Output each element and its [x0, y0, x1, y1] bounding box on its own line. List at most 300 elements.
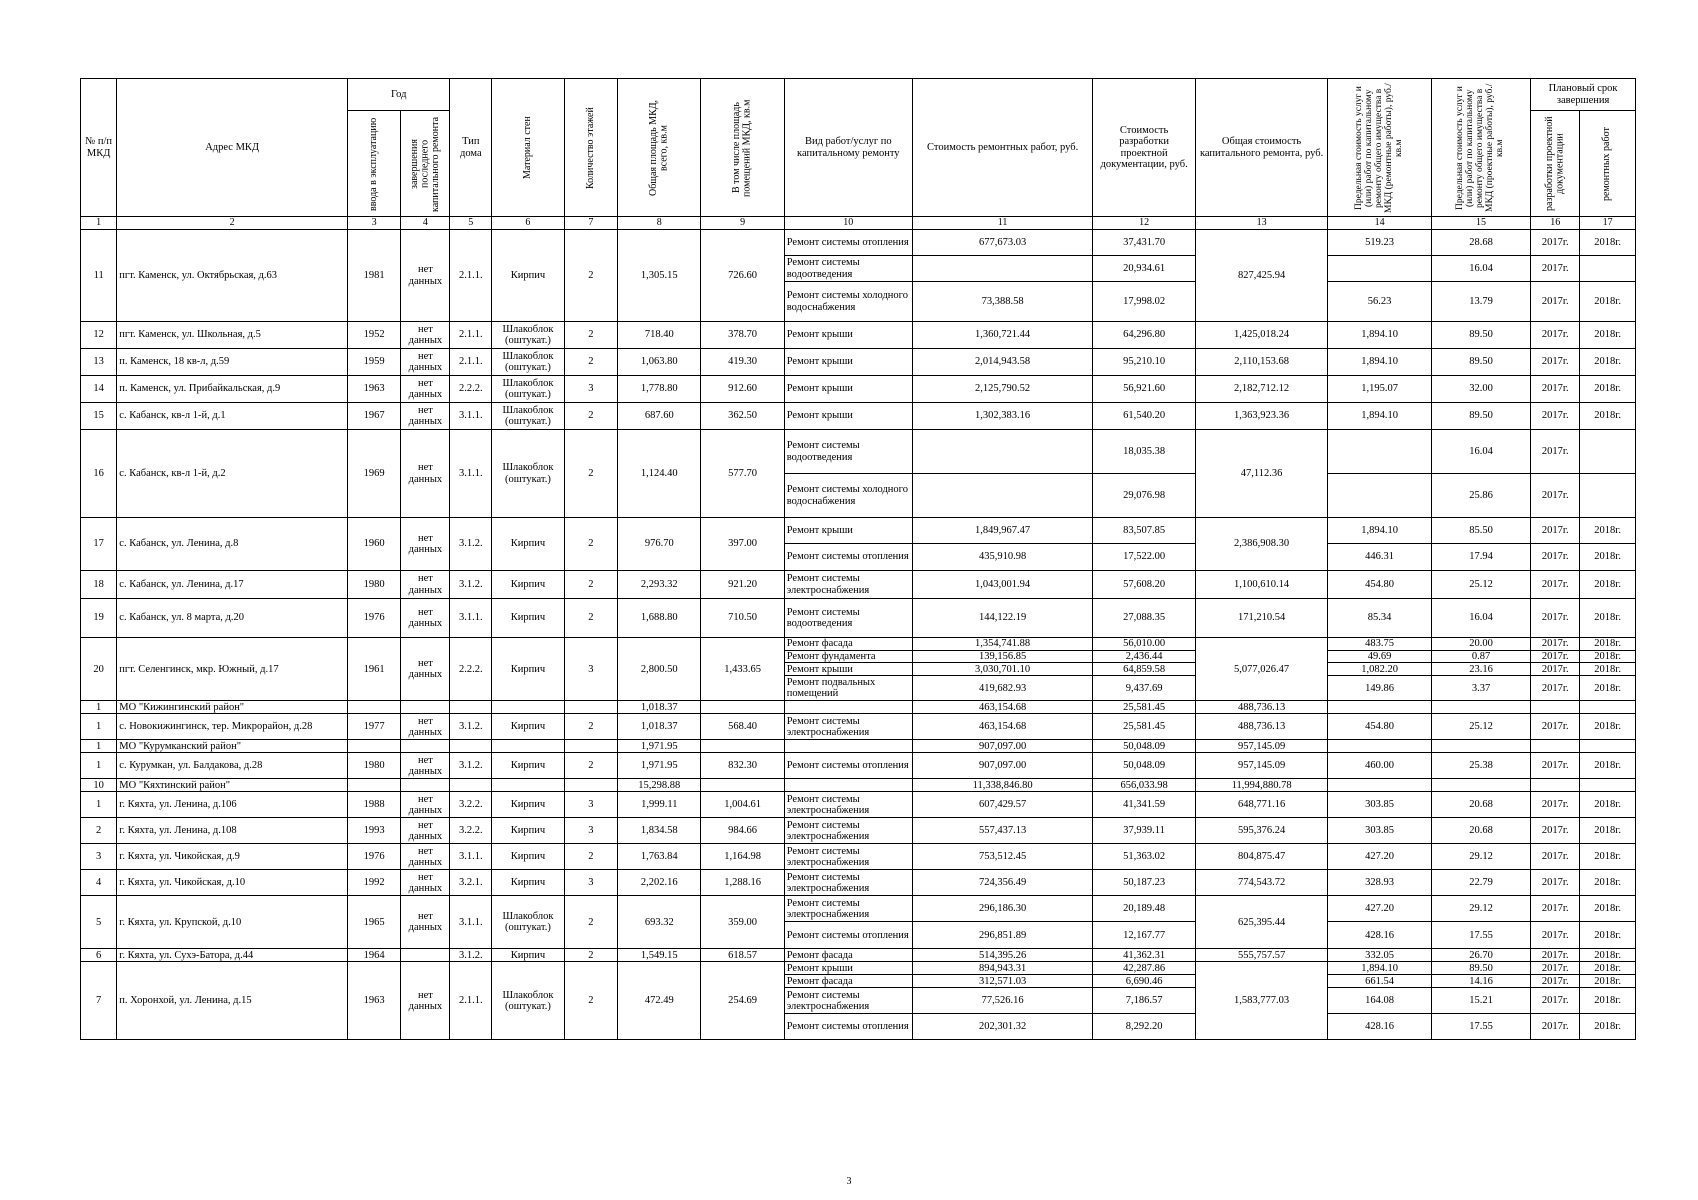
header-commission-year: ввода в эксплуатацию: [347, 111, 400, 217]
table-row: [81, 753, 1636, 779]
commission-year: 1969: [347, 430, 400, 518]
district-repair-cost: 11,338,846.80: [912, 779, 1092, 792]
floors: 2: [564, 322, 617, 349]
total-cost: 957,145.09: [1195, 753, 1327, 779]
deadline-project: 2017г.: [1531, 322, 1580, 349]
work-type: Ремонт фасада: [784, 975, 912, 988]
house-type: 3.1.2.: [450, 753, 492, 779]
house-type: 3.1.2.: [450, 714, 492, 740]
header-deadline-project: разработки проектной документации: [1531, 111, 1580, 217]
limit-repair: 428.16: [1328, 1014, 1432, 1040]
header-limit-repair: Предельная стоимость услуг и (или) работ по капитальному ремонту общего имущества в МКД (ремонтные работы), руб./кв.м: [1328, 79, 1432, 217]
limit-project: 25.12: [1431, 714, 1530, 740]
deadline-project: 2017г.: [1531, 1014, 1580, 1040]
work-type: Ремонт системы отопления: [784, 544, 912, 571]
last-repair: нет данных: [401, 753, 450, 779]
project-cost: 83,507.85: [1093, 518, 1196, 544]
last-repair: нет данных: [401, 599, 450, 638]
header-work-type: Вид работ/услуг по капитальному ремонту: [784, 79, 912, 217]
deadline-repair: 2018г.: [1580, 230, 1636, 256]
repair-cost: 1,360,721.44: [912, 322, 1092, 349]
project-cost: 8,292.20: [1093, 1014, 1196, 1040]
limit-project: 13.79: [1431, 282, 1530, 322]
total-area: 976.70: [618, 518, 701, 571]
project-cost: 27,088.35: [1093, 599, 1196, 638]
limit-project: 89.50: [1431, 403, 1530, 430]
last-repair: нет данных: [401, 962, 450, 1040]
table-row: [81, 896, 1636, 922]
project-cost: 9,437.69: [1093, 676, 1196, 701]
limit-repair: 332.05: [1328, 949, 1432, 962]
house-type: 2.1.1.: [450, 230, 492, 322]
repair-cost: 296,186.30: [912, 896, 1092, 922]
table-row: [81, 714, 1636, 740]
commission-year: 1992: [347, 870, 400, 896]
repair-cost: 73,388.58: [912, 282, 1092, 322]
premises-area: 618.57: [701, 949, 784, 962]
commission-year: 1988: [347, 792, 400, 818]
limit-repair: 149.86: [1328, 676, 1432, 701]
work-type: Ремонт системы электроснабжения: [784, 896, 912, 922]
limit-project: 23.16: [1431, 663, 1530, 676]
header-house-type: Тип дома: [450, 79, 492, 217]
work-type: Ремонт подвальных помещений: [784, 676, 912, 701]
row-number: 7: [81, 962, 117, 1040]
floors: 3: [564, 638, 617, 701]
limit-project: 16.04: [1431, 430, 1530, 474]
total-cost: 47,112.36: [1195, 430, 1327, 518]
floors: 2: [564, 230, 617, 322]
work-type: Ремонт фасада: [784, 638, 912, 651]
row-number: 16: [81, 430, 117, 518]
project-cost: 18,035.38: [1093, 430, 1196, 474]
row-number: 1: [81, 792, 117, 818]
table-row: [81, 571, 1636, 599]
deadline-project: 2017г.: [1531, 676, 1580, 701]
colnum: 2: [117, 217, 348, 230]
project-cost: 29,076.98: [1093, 474, 1196, 518]
premises-area: 1,288.16: [701, 870, 784, 896]
colnum: 1: [81, 217, 117, 230]
commission-year: 1960: [347, 518, 400, 571]
repair-cost: 139,156.85: [912, 651, 1092, 663]
header-address: Адрес МКД: [117, 79, 348, 217]
district-repair-cost: 907,097.00: [912, 740, 1092, 753]
total-cost: 2,110,153.68: [1195, 349, 1327, 376]
page-number: 3: [846, 1176, 852, 1187]
table-row: [81, 349, 1636, 376]
total-cost: 1,425,018.24: [1195, 322, 1327, 349]
total-cost: 1,100,610.14: [1195, 571, 1327, 599]
work-type: Ремонт крыши: [784, 663, 912, 676]
repair-cost: 2,125,790.52: [912, 376, 1092, 403]
premises-area: 577.70: [701, 430, 784, 518]
commission-year: 1980: [347, 571, 400, 599]
limit-repair: 1,894.10: [1328, 349, 1432, 376]
floors: 2: [564, 949, 617, 962]
limit-project: 89.50: [1431, 962, 1530, 975]
last-repair: нет данных: [401, 818, 450, 844]
total-cost: 827,425.94: [1195, 230, 1327, 322]
wall-material: Шлакоблок (оштукат.): [492, 430, 565, 518]
limit-repair: [1328, 474, 1432, 518]
work-type: Ремонт фасада: [784, 949, 912, 962]
work-type: Ремонт системы отопления: [784, 922, 912, 949]
deadline-repair: 2018г.: [1580, 638, 1636, 651]
limit-project: 16.04: [1431, 256, 1530, 282]
deadline-project: 2017г.: [1531, 962, 1580, 975]
colnum: 8: [618, 217, 701, 230]
repair-cost: [912, 256, 1092, 282]
commission-year: 1981: [347, 230, 400, 322]
address: с. Курумкан, ул. Балдакова, д.28: [117, 753, 348, 779]
deadline-repair: 2018г.: [1580, 282, 1636, 322]
colnum: 4: [401, 217, 450, 230]
repair-cost: 419,682.93: [912, 676, 1092, 701]
work-type: Ремонт системы электроснабжения: [784, 870, 912, 896]
deadline-repair: 2018г.: [1580, 663, 1636, 676]
limit-project: 20.00: [1431, 638, 1530, 651]
colnum: 7: [564, 217, 617, 230]
commission-year: 1959: [347, 349, 400, 376]
premises-area: 419.30: [701, 349, 784, 376]
wall-material: Кирпич: [492, 792, 565, 818]
work-type: Ремонт крыши: [784, 518, 912, 544]
limit-repair: 164.08: [1328, 988, 1432, 1014]
deadline-repair: 2018г.: [1580, 896, 1636, 922]
table-row: [81, 870, 1636, 896]
colnum: 15: [1431, 217, 1530, 230]
row-number: 12: [81, 322, 117, 349]
address: г. Кяхта, ул. Чикойская, д.9: [117, 844, 348, 870]
limit-project: 15.21: [1431, 988, 1530, 1014]
floors: 2: [564, 753, 617, 779]
address: с. Кабанск, ул. Ленина, д.17: [117, 571, 348, 599]
colnum: 6: [492, 217, 565, 230]
deadline-project: 2017г.: [1531, 922, 1580, 949]
deadline-project: 2017г.: [1531, 230, 1580, 256]
table-row: [81, 376, 1636, 403]
last-repair: нет данных: [401, 844, 450, 870]
row-number: 19: [81, 599, 117, 638]
table-row: [81, 818, 1636, 844]
total-cost: 648,771.16: [1195, 792, 1327, 818]
colnum: 9: [701, 217, 784, 230]
deadline-repair: 2018г.: [1580, 949, 1636, 962]
deadline-project: 2017г.: [1531, 988, 1580, 1014]
limit-repair: 56.23: [1328, 282, 1432, 322]
work-type: Ремонт системы электроснабжения: [784, 714, 912, 740]
district-area: 1,018.37: [618, 701, 701, 714]
premises-area: 726.60: [701, 230, 784, 322]
limit-repair: 427.20: [1328, 896, 1432, 922]
commission-year: 1963: [347, 962, 400, 1040]
work-type: Ремонт системы холодного водоснабжения: [784, 282, 912, 322]
work-type: Ремонт крыши: [784, 349, 912, 376]
limit-repair: 454.80: [1328, 571, 1432, 599]
repair-cost: 677,673.03: [912, 230, 1092, 256]
work-type: Ремонт системы отопления: [784, 1014, 912, 1040]
total-area: 693.32: [618, 896, 701, 949]
district-area: 15,298.88: [618, 779, 701, 792]
total-area: 2,800.50: [618, 638, 701, 701]
wall-material: Кирпич: [492, 571, 565, 599]
address: пгт. Селенгинск, мкр. Южный, д.17: [117, 638, 348, 701]
header-number: № п/п МКД: [81, 79, 117, 217]
row-number: 11: [81, 230, 117, 322]
house-type: 3.1.1.: [450, 599, 492, 638]
deadline-project: 2017г.: [1531, 376, 1580, 403]
wall-material: Шлакоблок (оштукат.): [492, 322, 565, 349]
limit-repair: 428.16: [1328, 922, 1432, 949]
deadline-project: 2017г.: [1531, 792, 1580, 818]
project-cost: 41,362.31: [1093, 949, 1196, 962]
commission-year: 1964: [347, 949, 400, 962]
colnum: 11: [912, 217, 1092, 230]
limit-project: 25.12: [1431, 571, 1530, 599]
house-type: 3.2.2.: [450, 818, 492, 844]
last-repair: нет данных: [401, 376, 450, 403]
house-type: 3.1.1.: [450, 403, 492, 430]
district-total-cost: 11,994,880.78: [1195, 779, 1327, 792]
wall-material: Кирпич: [492, 870, 565, 896]
deadline-repair: 2018г.: [1580, 922, 1636, 949]
row-number: 20: [81, 638, 117, 701]
address: г. Кяхта, ул. Сухэ-Батора, д.44: [117, 949, 348, 962]
limit-repair: 1,894.10: [1328, 962, 1432, 975]
district-project-cost: 50,048.09: [1093, 740, 1196, 753]
colnum: 13: [1195, 217, 1327, 230]
limit-project: 22.79: [1431, 870, 1530, 896]
deadline-repair: 2018г.: [1580, 518, 1636, 544]
district-total-cost: 488,736.13: [1195, 701, 1327, 714]
deadline-repair: 2018г.: [1580, 714, 1636, 740]
work-type: Ремонт системы электроснабжения: [784, 844, 912, 870]
deadline-project: 2017г.: [1531, 753, 1580, 779]
project-cost: 64,859.58: [1093, 663, 1196, 676]
project-cost: 20,934.61: [1093, 256, 1196, 282]
house-type: 2.2.2.: [450, 376, 492, 403]
limit-repair: 519.23: [1328, 230, 1432, 256]
district-total-row: [81, 701, 1636, 714]
row-number: 14: [81, 376, 117, 403]
limit-project: 28.68: [1431, 230, 1530, 256]
limit-repair: 328.93: [1328, 870, 1432, 896]
floors: 2: [564, 571, 617, 599]
total-cost: 555,757.57: [1195, 949, 1327, 962]
header-year: Год: [347, 79, 450, 111]
limit-repair: 483.75: [1328, 638, 1432, 651]
deadline-project: 2017г.: [1531, 818, 1580, 844]
last-repair: нет данных: [401, 518, 450, 571]
deadline-project: 2017г.: [1531, 518, 1580, 544]
total-cost: 488,736.13: [1195, 714, 1327, 740]
colnum: 17: [1580, 217, 1636, 230]
row-number: 2: [81, 818, 117, 844]
table-row: [81, 844, 1636, 870]
repair-cost: 894,943.31: [912, 962, 1092, 975]
house-type: 2.1.1.: [450, 962, 492, 1040]
deadline-repair: 2018г.: [1580, 599, 1636, 638]
total-area: 2,293.32: [618, 571, 701, 599]
limit-project: 16.04: [1431, 599, 1530, 638]
total-area: 1,018.37: [618, 714, 701, 740]
commission-year: 1965: [347, 896, 400, 949]
deadline-repair: 2018г.: [1580, 322, 1636, 349]
limit-project: 3.37: [1431, 676, 1530, 701]
limit-repair: 85.34: [1328, 599, 1432, 638]
repair-cost: 907,097.00: [912, 753, 1092, 779]
work-type: Ремонт системы электроснабжения: [784, 571, 912, 599]
colnum: 16: [1531, 217, 1580, 230]
deadline-repair: 2018г.: [1580, 753, 1636, 779]
row-number: 5: [81, 896, 117, 949]
limit-project: 29.12: [1431, 896, 1530, 922]
deadline-repair: 2018г.: [1580, 844, 1636, 870]
total-cost: 2,386,908.30: [1195, 518, 1327, 571]
deadline-repair: 2018г.: [1580, 403, 1636, 430]
work-type: Ремонт крыши: [784, 962, 912, 975]
header-project-cost: Стоимость разработки проектной документации, руб.: [1093, 79, 1196, 217]
deadline-project: 2017г.: [1531, 349, 1580, 376]
floors: 2: [564, 349, 617, 376]
limit-repair: 1,894.10: [1328, 518, 1432, 544]
last-repair: нет данных: [401, 896, 450, 949]
limit-repair: 49.69: [1328, 651, 1432, 663]
floors: 2: [564, 896, 617, 949]
premises-area: 397.00: [701, 518, 784, 571]
deadline-project: 2017г.: [1531, 638, 1580, 651]
floors: 2: [564, 403, 617, 430]
deadline-project: 2017г.: [1531, 430, 1580, 474]
limit-project: 89.50: [1431, 349, 1530, 376]
district-total-row: [81, 740, 1636, 753]
address: с. Кабанск, кв-л 1-й, д.1: [117, 403, 348, 430]
table-row: [81, 599, 1636, 638]
commission-year: 1952: [347, 322, 400, 349]
total-area: 1,549.15: [618, 949, 701, 962]
repair-cost: 3,030,701.10: [912, 663, 1092, 676]
floors: 2: [564, 518, 617, 571]
deadline-repair: [1580, 430, 1636, 474]
last-repair: нет данных: [401, 792, 450, 818]
house-type: 3.1.1.: [450, 896, 492, 949]
address: п. Каменск, 18 кв-л, д.59: [117, 349, 348, 376]
project-cost: 42,287.86: [1093, 962, 1196, 975]
limit-repair: 460.00: [1328, 753, 1432, 779]
commission-year: 1980: [347, 753, 400, 779]
total-cost: 5,077,026.47: [1195, 638, 1327, 701]
premises-area: 832.30: [701, 753, 784, 779]
house-type: 3.1.1.: [450, 430, 492, 518]
project-cost: 17,522.00: [1093, 544, 1196, 571]
limit-project: 20.68: [1431, 818, 1530, 844]
house-type: 3.1.2.: [450, 949, 492, 962]
work-type: Ремонт системы водоотведения: [784, 256, 912, 282]
deadline-repair: 2018г.: [1580, 975, 1636, 988]
floors: 2: [564, 962, 617, 1040]
floors: 3: [564, 870, 617, 896]
deadline-repair: 2018г.: [1580, 571, 1636, 599]
header-limit-project: Предельная стоимость услуг и (или) работ по капитальному ремонту общего имущества в МКД (проектные работы), руб./кв.м: [1431, 79, 1530, 217]
premises-area: 1,164.98: [701, 844, 784, 870]
capital-repair-table: [80, 78, 1636, 1040]
repair-cost: 463,154.68: [912, 714, 1092, 740]
wall-material: Кирпич: [492, 818, 565, 844]
address: п. Хоронхой, ул. Ленина, д.15: [117, 962, 348, 1040]
address: п. Каменск, ул. Прибайкальская, д.9: [117, 376, 348, 403]
project-cost: 50,187.23: [1093, 870, 1196, 896]
repair-cost: 1,302,383.16: [912, 403, 1092, 430]
address: г. Кяхта, ул. Ленина, д.106: [117, 792, 348, 818]
deadline-repair: 2018г.: [1580, 376, 1636, 403]
project-cost: 37,939.11: [1093, 818, 1196, 844]
last-repair: нет данных: [401, 638, 450, 701]
last-repair: нет данных: [401, 230, 450, 322]
limit-project: 17.55: [1431, 1014, 1530, 1040]
commission-year: 1977: [347, 714, 400, 740]
total-area: 718.40: [618, 322, 701, 349]
wall-material: Кирпич: [492, 230, 565, 322]
repair-cost: 514,395.26: [912, 949, 1092, 962]
district-count: 1: [81, 701, 117, 714]
premises-area: 362.50: [701, 403, 784, 430]
wall-material: Шлакоблок (оштукат.): [492, 962, 565, 1040]
floors: 3: [564, 792, 617, 818]
project-cost: 12,167.77: [1093, 922, 1196, 949]
repair-cost: [912, 430, 1092, 474]
floors: 2: [564, 599, 617, 638]
repair-cost: 724,356.49: [912, 870, 1092, 896]
wall-material: Кирпич: [492, 518, 565, 571]
header-floors: Количество этажей: [564, 79, 617, 217]
header-last-repair-year: завершения последнего капитального ремонта: [401, 111, 450, 217]
total-area: 1,124.40: [618, 430, 701, 518]
project-cost: 64,296.80: [1093, 322, 1196, 349]
house-type: 3.2.2.: [450, 792, 492, 818]
limit-repair: [1328, 430, 1432, 474]
deadline-project: 2017г.: [1531, 870, 1580, 896]
deadline-repair: 2018г.: [1580, 988, 1636, 1014]
total-area: 1,305.15: [618, 230, 701, 322]
total-cost: 1,363,923.36: [1195, 403, 1327, 430]
repair-cost: 1,043,001.94: [912, 571, 1092, 599]
deadline-repair: 2018г.: [1580, 792, 1636, 818]
wall-material: Шлакоблок (оштукат.): [492, 403, 565, 430]
project-cost: 41,341.59: [1093, 792, 1196, 818]
deadline-project: 2017г.: [1531, 975, 1580, 988]
total-cost: 595,376.24: [1195, 818, 1327, 844]
work-type: Ремонт крыши: [784, 403, 912, 430]
total-area: 1,778.80: [618, 376, 701, 403]
floors: 2: [564, 844, 617, 870]
wall-material: Кирпич: [492, 714, 565, 740]
project-cost: 56,921.60: [1093, 376, 1196, 403]
deadline-project: 2017г.: [1531, 599, 1580, 638]
project-cost: 25,581.45: [1093, 714, 1196, 740]
deadline-repair: [1580, 474, 1636, 518]
project-cost: 37,431.70: [1093, 230, 1196, 256]
last-repair: нет данных: [401, 403, 450, 430]
district-project-cost: 656,033.98: [1093, 779, 1196, 792]
limit-repair: 446.31: [1328, 544, 1432, 571]
project-cost: 6,690.46: [1093, 975, 1196, 988]
row-number: 1: [81, 753, 117, 779]
deadline-repair: 2018г.: [1580, 544, 1636, 571]
limit-project: 85.50: [1431, 518, 1530, 544]
limit-repair: 1,894.10: [1328, 403, 1432, 430]
repair-cost: 753,512.45: [912, 844, 1092, 870]
